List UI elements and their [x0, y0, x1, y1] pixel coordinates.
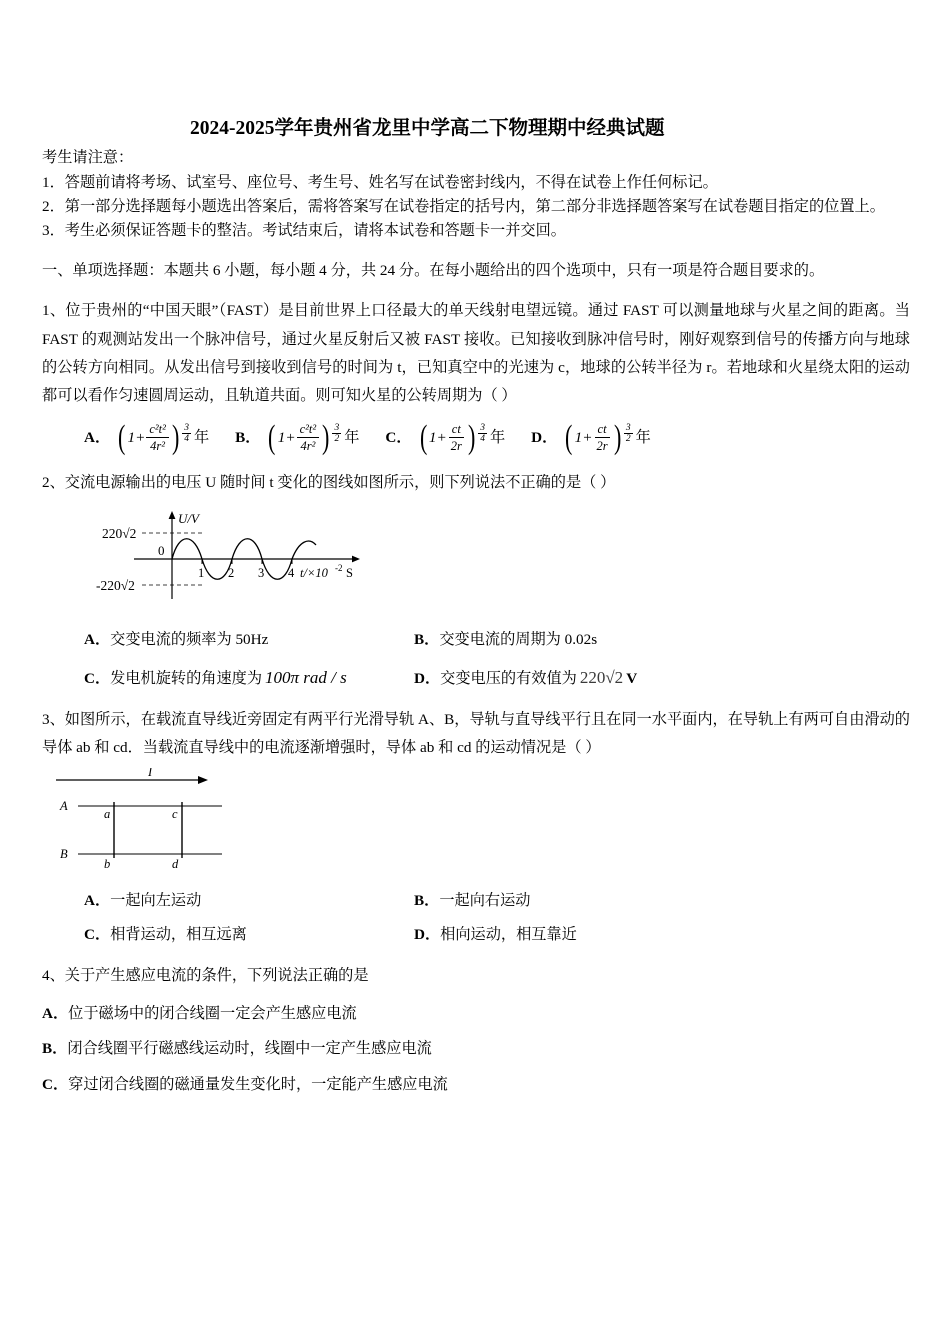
question-2-option-d	[414, 665, 637, 691]
option-label: C．	[42, 1075, 69, 1093]
exponent-fraction	[332, 423, 341, 445]
option-text: 相背运动，相互远离	[110, 926, 247, 944]
question-2-number: 2、	[42, 473, 65, 491]
question-1-option-c	[385, 419, 506, 457]
unit-label: 年	[489, 429, 506, 447]
y-top-label: 220√2	[102, 525, 137, 541]
left-paren: (	[419, 419, 427, 457]
option-label: A．	[42, 1005, 69, 1023]
y-bottom-label: -220√2	[96, 577, 135, 593]
option-math: 100π rad / s	[265, 667, 347, 687]
option-text: 交变电流的频率为 50Hz	[110, 630, 269, 648]
right-paren: )	[467, 419, 476, 457]
right-paren: )	[613, 419, 621, 457]
question-3-text: 如图所示，在载流直导线近旁固定有两平行光滑导轨 A、B，导轨与直导线平行且在同一水平面内，在导轨上有两可自由滑动的导体 ab 和 cd．当载流直导线中的电流逐渐增强时，导体 ab 和 cd 的运动情况是（ ）	[42, 710, 910, 756]
question-4-text: 关于产生感应电流的条件，下列说法正确的是	[64, 967, 369, 985]
question-3-option-c	[84, 923, 414, 946]
fraction-numerator: ct	[595, 422, 610, 438]
option-text: 一起向右运动	[439, 892, 531, 910]
exponent-numerator: 3	[480, 422, 485, 433]
option-label: C．	[84, 669, 111, 687]
option-text: 交变电流的周期为 0.02s	[439, 630, 598, 648]
notice-item-2: 2．第一部分选择题每小题选出答案后，需将答案写在试卷指定的括号内，第二部分非选择题答案写在试卷题目指定的位置上。	[42, 198, 885, 216]
question-4-stem	[42, 962, 910, 990]
left-paren: (	[268, 419, 276, 457]
option-label: A．	[84, 892, 111, 910]
question-1-option-b	[235, 419, 360, 457]
rail-b-label: B	[60, 847, 68, 862]
page-title: 2024-2025学年贵州省龙里中学高二下物理期中经典试题	[190, 118, 665, 139]
question-1-option-d	[531, 419, 651, 457]
option-label: C．	[385, 429, 412, 447]
unit-label: 年	[344, 429, 360, 447]
x-axis-exponent: -2	[335, 562, 343, 573]
exponent-fraction	[182, 423, 191, 445]
option-text: 一起向左运动	[110, 892, 202, 910]
option-text: 发电机旋转的角速度为	[110, 669, 263, 687]
fraction-denominator: 4r²	[300, 439, 316, 454]
unit-label: 年	[193, 429, 210, 447]
option-text: 交变电压的有效值为	[440, 669, 577, 687]
option-text: 穿过闭合线圈的磁通量发生变化时，一定能产生感应电流	[68, 1075, 448, 1093]
exponent-denominator: 2	[625, 434, 631, 445]
question-1-text: 位于贵州的“中国天眼”（FAST）是目前世界上口径最大的单天线射电望远镜。通过 FAST 可以测量地球与火星之间的距离。当 FAST 的观测站发出一个脉冲信号，通过火星反射后又被 FAST 接收。已知接收到脉冲信号时，刚好观察到信号的传播方向与地球的公转方向相同。从发出信号到接收到信号的时间为 t，已知真空中的光速为 c，地球的公转半径为 r。若地球和火星绕太阳的运动都可以看作匀速圆周运动，且轨道共面。则可知火星的公转周期为（ ）	[42, 302, 910, 404]
option-text: 相向运动，相互靠近	[440, 926, 577, 944]
option-label: B．	[42, 1040, 68, 1058]
option-text: 闭合线圈平行磁感线运动时，线圈中一定产生感应电流	[67, 1040, 432, 1058]
figure-ac-voltage-waveform	[94, 507, 424, 617]
fraction	[448, 422, 465, 454]
rail-a-label: A	[60, 799, 68, 814]
origin-label: 0	[158, 542, 165, 558]
question-3-number: 3、	[42, 710, 65, 728]
fraction	[297, 422, 320, 454]
notice-item-1: 1．答题前请将考场、试室号、座位号、考生号、姓名写在试卷密封线内，不得在试卷上作任何标记。	[42, 174, 718, 192]
waveform-svg	[94, 507, 424, 615]
fraction-numerator: ct	[449, 422, 464, 438]
question-4-number: 4、	[42, 967, 65, 985]
question-3-option-a	[84, 889, 414, 912]
option-label: D．	[414, 926, 441, 944]
document-body	[42, 146, 910, 1096]
option-label: A．	[84, 630, 111, 648]
right-paren: )	[322, 419, 330, 457]
exponent-denominator: 2	[334, 434, 340, 445]
fraction-denominator: 2r	[596, 439, 608, 454]
exponent-numerator: 3	[334, 422, 340, 433]
one-plus: 1+	[574, 429, 593, 447]
question-1-option-a	[84, 419, 210, 457]
question-2-option-b	[414, 628, 597, 651]
fraction-numerator: c²t²	[146, 422, 169, 438]
exponent-numerator: 3	[625, 422, 631, 433]
question-2-option-a	[84, 628, 414, 651]
question-2-text: 交流电源输出的电压 U 随时间 t 变化的图线如图所示，则下列说法不正确的是（ ）	[64, 473, 616, 491]
question-4-option-b	[42, 1037, 910, 1060]
x-tick-3: 3	[258, 565, 265, 580]
x-axis-label: t/×10	[300, 565, 328, 580]
fraction-numerator: c²t²	[297, 422, 320, 438]
exponent-numerator: 3	[184, 422, 189, 433]
option-math: 220√2	[579, 667, 624, 687]
notice-item-3: 3．考生必须保证答题卡的整洁。考试结束后，请将本试卷和答题卡一并交回。	[42, 222, 566, 240]
fraction-denominator: 4r²	[150, 439, 166, 454]
conductor-label-b: b	[104, 857, 111, 872]
conductor-label-a: a	[104, 807, 111, 822]
one-plus: 1+	[277, 429, 296, 447]
rails-svg	[52, 768, 282, 876]
question-2-options-row-1	[42, 628, 910, 651]
question-4-option-a	[42, 1002, 910, 1025]
one-plus: 1+	[127, 429, 146, 447]
exponent-denominator: 4	[184, 434, 189, 445]
question-4-option-c	[42, 1073, 910, 1096]
question-2-stem	[42, 469, 910, 497]
question-3-options-row-2	[42, 923, 910, 946]
question-1-number: 1、	[42, 302, 66, 320]
question-3-option-b	[414, 889, 530, 912]
left-paren: (	[118, 419, 126, 457]
question-3-option-d	[414, 923, 577, 946]
question-2-option-c	[84, 665, 414, 691]
x-tick-1: 1	[198, 565, 205, 580]
fraction-denominator: 2r	[450, 439, 462, 454]
current-label: I	[148, 768, 153, 780]
question-3-options-row-1	[42, 889, 910, 912]
exponent-fraction	[624, 423, 633, 445]
one-plus: 1+	[428, 429, 447, 447]
option-label: C．	[84, 926, 111, 944]
question-1-options	[42, 419, 910, 457]
option-label: D．	[531, 429, 558, 447]
option-unit: V	[626, 669, 638, 687]
notice-heading: 考生请注意：	[42, 149, 134, 166]
exponent-fraction	[478, 423, 487, 445]
question-2-options-row-2	[42, 665, 910, 691]
conductor-label-d: d	[172, 857, 179, 872]
option-text: 位于磁场中的闭合线圈一定会产生感应电流	[68, 1005, 357, 1023]
x-tick-4: 4	[288, 565, 295, 580]
unit-label: 年	[635, 429, 651, 447]
x-axis-unit: S	[346, 565, 353, 580]
option-label: B．	[414, 630, 440, 648]
left-paren: (	[565, 419, 573, 457]
option-label: B．	[235, 429, 261, 447]
option-label: D．	[414, 669, 441, 687]
exponent-denominator: 4	[480, 434, 485, 445]
option-label: A．	[84, 429, 111, 447]
right-paren: )	[171, 419, 180, 457]
fraction	[593, 422, 610, 454]
question-3-stem	[42, 706, 910, 762]
question-1-stem	[42, 297, 910, 410]
y-axis-label: U/V	[178, 510, 199, 526]
option-label: B．	[414, 892, 440, 910]
figure-rails-and-wire-diagram	[52, 768, 282, 878]
x-tick-2: 2	[228, 565, 235, 580]
conductor-label-c: c	[172, 807, 178, 822]
fraction	[146, 422, 169, 454]
section-heading-one: 一、单项选择题：本题共 6 小题，每小题 4 分，共 24 分。在每小题给出的四个选项中，只有一项是符合题目要求的。	[42, 262, 825, 280]
